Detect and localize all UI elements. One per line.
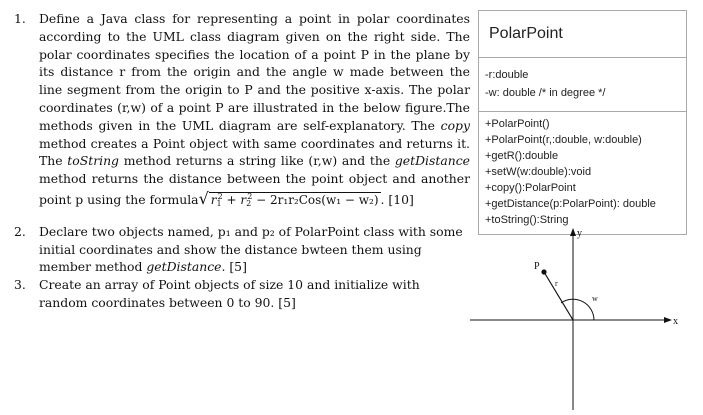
question-marks: . [5] bbox=[221, 259, 247, 275]
uml-attribute: -r:double bbox=[485, 69, 529, 81]
uml-method: +PolarPoint() bbox=[485, 118, 550, 130]
polar-coordinates-figure bbox=[466, 224, 696, 412]
question-number: 2. bbox=[14, 223, 26, 239]
questions-list bbox=[14, 10, 470, 312]
getdistance-method-name: getDistance bbox=[146, 259, 222, 275]
y-axis-label: y bbox=[577, 228, 582, 239]
question-1 bbox=[14, 10, 470, 213]
question-text bbox=[39, 223, 470, 276]
formula-sq1: 2 bbox=[217, 191, 223, 201]
point-p-label: P bbox=[534, 261, 540, 272]
question-text: Create an array of Point objects of size 10 and initialize with random coordinates between 0 to 90. [5] bbox=[39, 277, 420, 310]
question-text-part: Define a Java class for representing a point in polar coordinates according to the UML class diagram given on the right side. The polar coordinates specifies the location of a point P in the plane by its distance r from the origin and the angle w made between the line segment from the origin to P and the positive x-axis. The polar coordinates (r,w) of a point P are illustrated in the below figure.The methods given in the UML diagram are self-explanatory. The bbox=[39, 11, 470, 133]
uml-method: +PolarPoint(r,:double, w:double) bbox=[485, 134, 642, 146]
question-text-part: method returns the distance between the point object and another point p using the formula bbox=[39, 171, 470, 207]
uml-methods bbox=[479, 112, 686, 234]
question-3 bbox=[14, 276, 470, 312]
uml-attributes bbox=[479, 58, 686, 112]
uml-attribute: -w: double /* in degree */ bbox=[485, 87, 606, 99]
w-label: w bbox=[592, 294, 598, 303]
x-axis-arrow bbox=[664, 317, 672, 323]
uml-method: +setW(w:double):void bbox=[485, 166, 592, 178]
uml-class-name: PolarPoint bbox=[479, 11, 686, 58]
copy-method-name: copy bbox=[440, 117, 470, 133]
question-text bbox=[39, 10, 470, 213]
question-marks: . [10] bbox=[380, 191, 414, 207]
formula-r2: r bbox=[240, 192, 247, 207]
x-axis-label: x bbox=[673, 316, 678, 327]
tostring-method-name: toString bbox=[67, 153, 119, 169]
distance-formula: √ $r_1^2 + r_2^2 - 2r_1r_2Cos(w_1 - w_2)$ bbox=[198, 188, 379, 208]
uml-method: +getR():double bbox=[485, 150, 559, 162]
uml-class-diagram bbox=[478, 10, 687, 235]
question-number: 1. bbox=[14, 11, 26, 26]
question-2 bbox=[14, 223, 470, 276]
question-text-part: method returns a string like (r,w) and the bbox=[119, 153, 395, 169]
formula-sq2: 2 bbox=[247, 191, 253, 201]
formula-sub2: 2 bbox=[246, 198, 252, 208]
r-label: r bbox=[555, 279, 558, 288]
question-number: 3. bbox=[14, 277, 26, 293]
radius-segment bbox=[544, 272, 573, 320]
formula-r1: r bbox=[210, 192, 217, 207]
formula-plus: + bbox=[222, 192, 241, 207]
getdistance-method-name: getDistance bbox=[394, 153, 470, 169]
question-text-part: Declare two objects named, p₁ and p₂ of PolarPoint class with some initial coordinates and show the distance bwteen them using member method bbox=[39, 223, 463, 275]
formula-rest: − 2r₁r₂Cos(w₁ − w₂) bbox=[252, 192, 379, 207]
uml-method: +copy():PolarPoint bbox=[485, 182, 576, 194]
uml-method: +toString():String bbox=[485, 214, 569, 226]
angle-arc bbox=[561, 299, 594, 320]
point-p-marker bbox=[541, 269, 546, 274]
y-axis-arrow bbox=[570, 228, 576, 236]
uml-method: +getDistance(p:PolarPoint): double bbox=[485, 198, 656, 210]
question-text-part: method creates a Point object with same coordinates and returns it. The bbox=[39, 135, 470, 169]
formula-sub1: 1 bbox=[216, 198, 222, 208]
